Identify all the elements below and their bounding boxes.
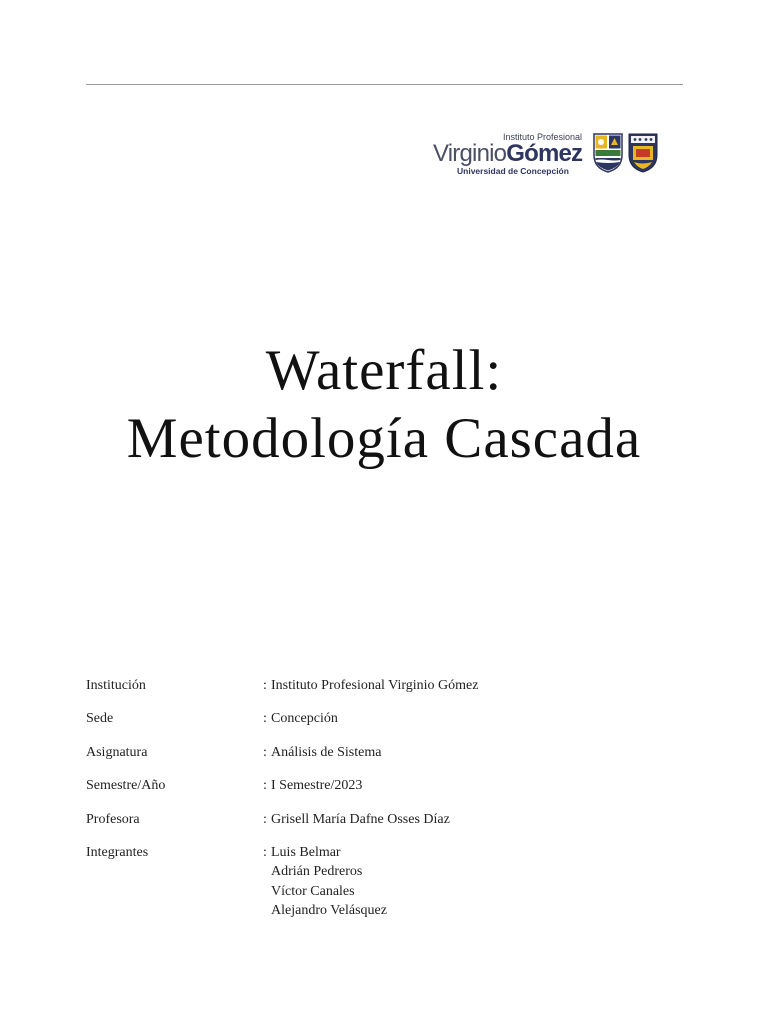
info-label: Semestre/Año [86, 778, 166, 794]
member-name: Víctor Canales [271, 883, 355, 899]
info-row-institucion [86, 678, 686, 711]
logo-wordmark [433, 130, 591, 178]
info-label: Sede [86, 711, 114, 727]
info-row-sede [86, 711, 686, 744]
info-value: Grisell María Dafne Osses Díaz [271, 811, 450, 827]
logo-name-part1: Virginio [433, 140, 507, 167]
title-line-2: Metodología Cascada [126, 407, 642, 470]
member-name: Alejandro Velásquez [271, 903, 387, 919]
logo-name-part2: Gómez [506, 140, 583, 167]
document-title [0, 337, 768, 473]
institution-logo [433, 130, 663, 178]
logo-name [433, 140, 582, 168]
info-label: Integrantes [86, 844, 149, 860]
member-name: Luis Belmar [271, 844, 341, 860]
info-separator: : [263, 711, 267, 727]
info-row-semestre [86, 778, 686, 811]
top-divider [86, 84, 683, 85]
stars-shield-icon [628, 133, 658, 173]
info-row-profesora [86, 812, 686, 845]
title-line-1: Waterfall: [265, 339, 503, 402]
info-row-asignatura [86, 745, 686, 778]
info-row-integrantes [86, 844, 686, 919]
info-label: Institución [86, 678, 146, 693]
info-value: Análisis de Sistema [271, 744, 382, 760]
document-info-table [86, 678, 686, 919]
members-list [271, 845, 387, 923]
logo-institute-line: Instituto Profesional [503, 132, 583, 142]
info-value: Concepción [271, 711, 338, 727]
info-separator: : [263, 778, 267, 794]
info-value: Instituto Profesional Virginio Gómez [271, 678, 479, 693]
info-label: Profesora [86, 811, 140, 827]
info-value: I Semestre/2023 [271, 778, 363, 794]
logo-university-line: Universidad de Concepción [457, 166, 569, 176]
member-name: Adrián Pedreros [271, 864, 363, 880]
info-separator: : [263, 744, 267, 760]
info-separator: : [263, 844, 267, 860]
info-separator: : [263, 678, 267, 693]
info-label: Asignatura [86, 744, 148, 760]
crest-shield-icon [593, 133, 623, 173]
info-separator: : [263, 811, 267, 827]
